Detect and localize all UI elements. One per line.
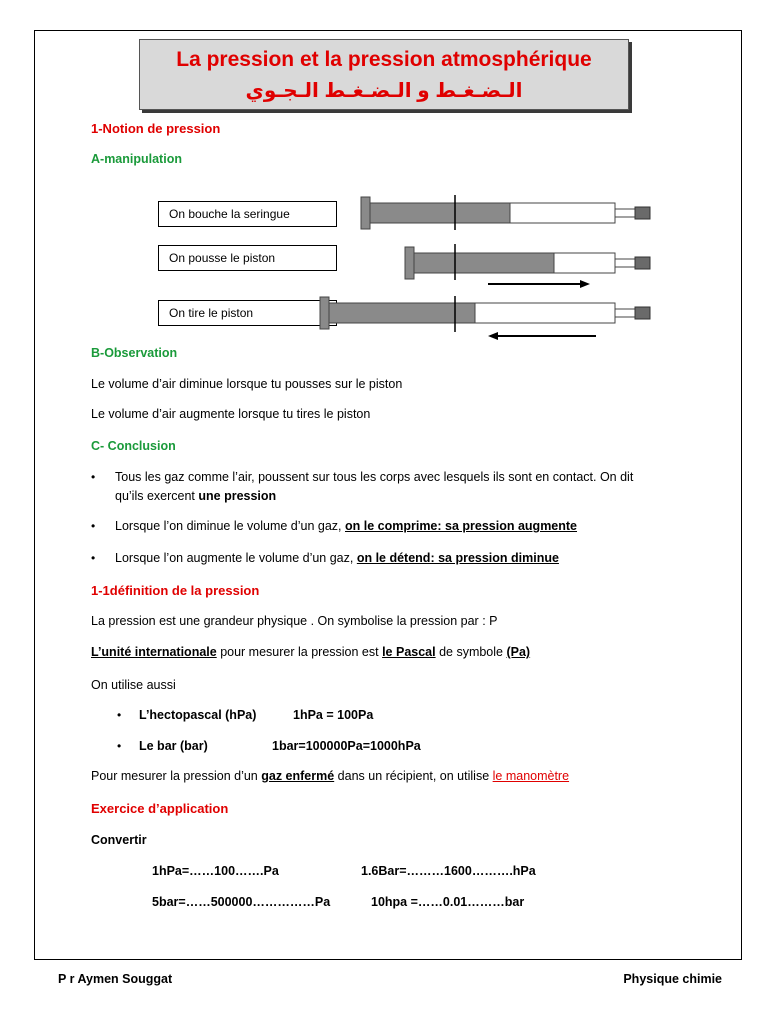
bullet-icon: •	[117, 739, 122, 753]
pressure-term: une pression	[198, 489, 277, 503]
unit-hectopascal: L’hectopascal (hPa)	[139, 708, 257, 722]
definition-heading: 1-1définition de la pression	[91, 583, 260, 598]
unit-bar-equation: 1bar=100000Pa=1000hPa	[272, 739, 421, 753]
text-span: Pour mesurer la pression d’un	[91, 769, 262, 783]
also-used-line: On utilise aussi	[91, 678, 176, 692]
enclosed-gas-term: gaz enfermé	[261, 769, 335, 783]
bullet-icon: •	[117, 708, 122, 722]
text-span: Lorsque l’on diminue le volume d’un gaz,	[115, 519, 345, 533]
page-title-arabic: الـضـغـط و الـضـغـط الـجـوي	[245, 80, 523, 102]
conclusion-bullet-1-line-1: Tous les gaz comme l’air, poussent sur tous les corps avec lesquels ils sont en contact. On dit	[115, 470, 634, 484]
convert-label: Convertir	[91, 833, 147, 847]
exercise-heading: Exercice d’application	[91, 801, 229, 816]
bullet-icon: •	[91, 470, 96, 484]
text-span: Lorsque l’on augmente le volume d’un gaz,	[115, 551, 357, 565]
conclusion-heading: C- Conclusion	[91, 439, 176, 453]
observation-heading: B-Observation	[91, 346, 178, 360]
footer-author: P r Aymen Souggat	[58, 972, 173, 986]
pa-symbol: (Pa)	[506, 645, 531, 659]
syringe-pulled	[320, 296, 650, 340]
expand-statement: on le détend: sa pression diminue	[356, 551, 559, 565]
unit-bar: Le bar (bar)	[139, 739, 208, 753]
footer-subject: Physique chimie	[623, 972, 722, 986]
label-push-piston: On pousse le piston	[158, 245, 337, 271]
exercise-answer-2: 1.6Bar=………1600……….hPa	[361, 864, 536, 878]
exercise-answer-4: 10hpa =……0.01………bar	[371, 895, 525, 909]
bullet-icon: •	[91, 551, 96, 565]
text-span: de symbole	[435, 645, 507, 659]
conclusion-bullet-1-line-2	[115, 489, 276, 503]
text-span: dans un récipient, on utilise	[334, 769, 493, 783]
exercise-answer-3: 5bar=……500000……………Pa	[152, 895, 331, 909]
section-notion-heading: 1-Notion de pression	[91, 121, 221, 136]
observation-line-1: Le volume d’air diminue lorsque tu pousses sur le piston	[91, 377, 403, 391]
manipulation-heading: A-manipulation	[91, 152, 182, 166]
manometer-line	[91, 769, 569, 783]
text-span: pour mesurer la pression est	[216, 645, 383, 659]
syringe-plugged	[361, 195, 650, 230]
unit-hectopascal-equation: 1hPa = 100Pa	[293, 708, 374, 722]
bullet-icon: •	[91, 519, 96, 533]
label-pull-piston: On tire le piston	[158, 300, 337, 326]
manometer-term: le manomètre	[492, 769, 570, 783]
pascal-term: le Pascal	[382, 645, 436, 659]
conclusion-bullet-2	[115, 519, 577, 533]
observation-line-2: Le volume d’air augmente lorsque tu tires le piston	[91, 407, 371, 421]
syringe-pushed	[405, 244, 650, 288]
definition-unit-line	[91, 645, 530, 659]
text-span: qu’ils exercent	[115, 489, 199, 503]
exercise-answer-1: 1hPa=……100…….Pa	[152, 864, 279, 878]
definition-line-1: La pression est une grandeur physique . On symbolise la pression par : P	[91, 614, 498, 628]
label-plug-syringe: On bouche la seringue	[158, 201, 337, 227]
international-unit-term: L’unité internationale	[91, 645, 217, 659]
compress-statement: on le comprime: sa pression augmente	[345, 519, 578, 533]
page-title: La pression et la pression atmosphérique	[176, 48, 592, 71]
conclusion-bullet-3	[115, 551, 559, 565]
